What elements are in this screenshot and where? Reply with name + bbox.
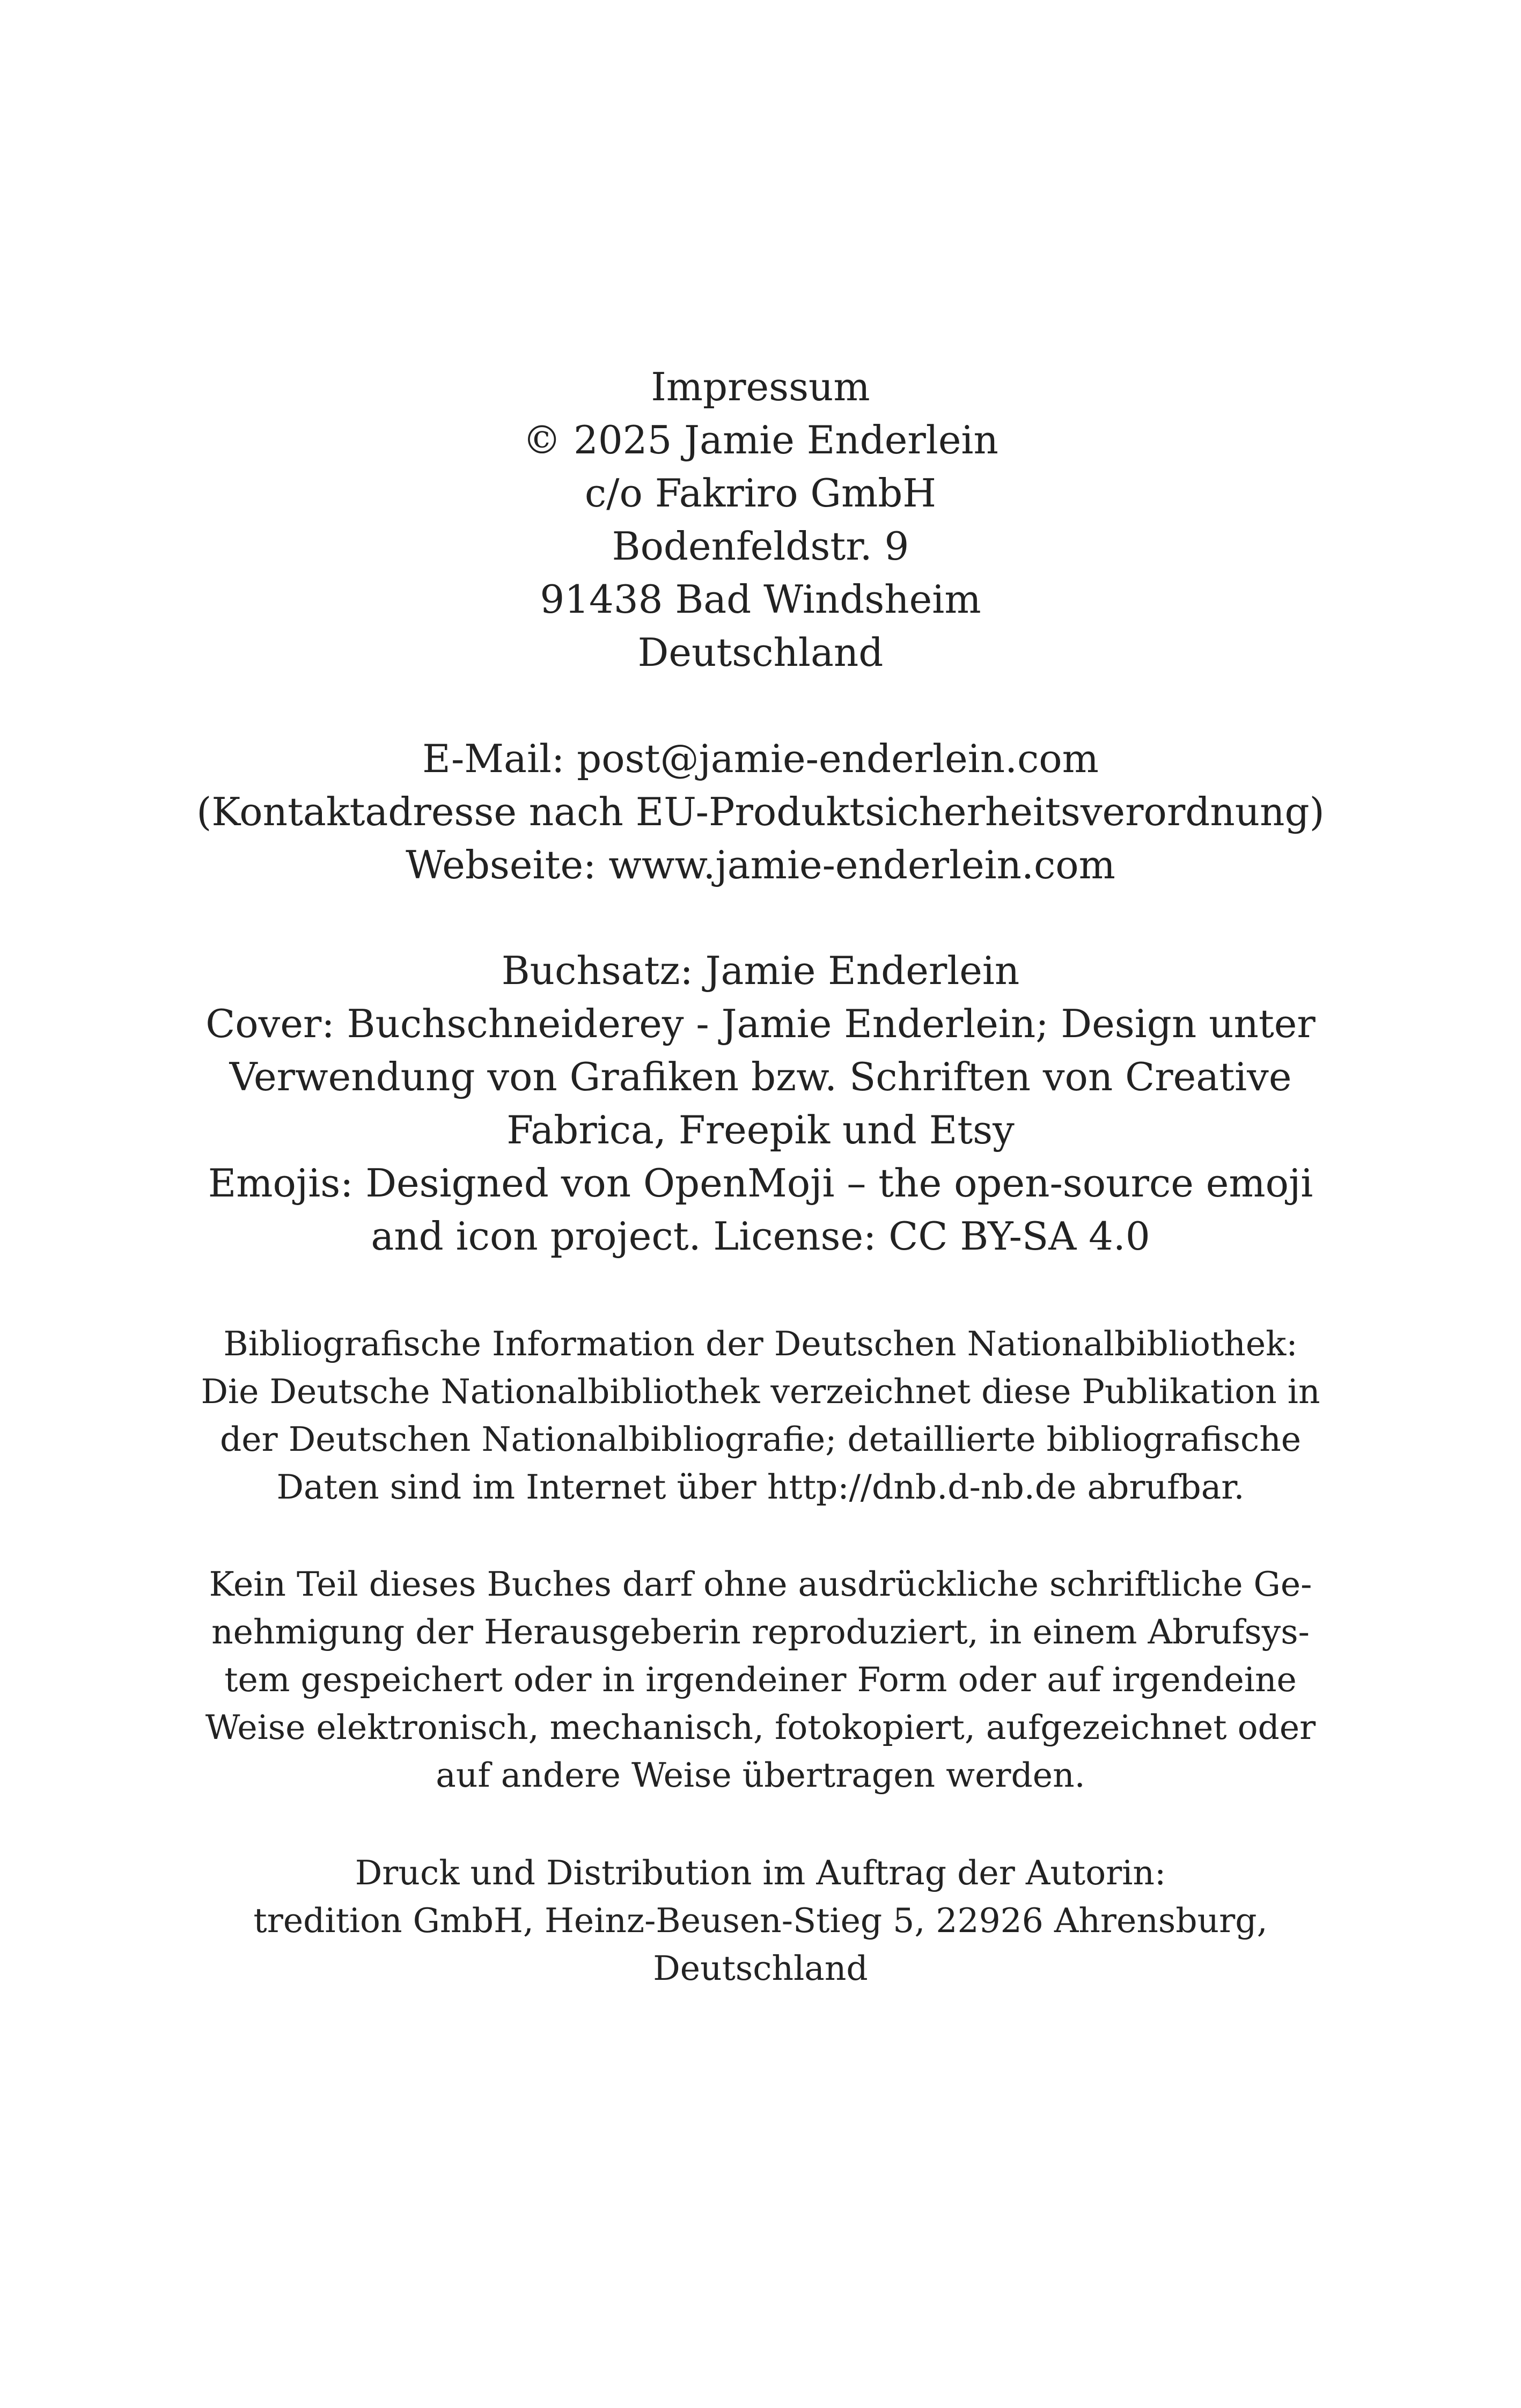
cover-credit-line-2: Verwendung von Grafiken bzw. Schriften von Creative <box>229 1054 1292 1099</box>
bibliographic-line-2: Die Deutsche Nationalbibliothek verzeichnet diese Publikation in <box>201 1372 1320 1411</box>
contact-note: (Kontaktadresse nach EU-Produktsicherheitsverordnung) <box>196 789 1325 834</box>
bibliographic-line-1: Bibliografische Information der Deutschen Nationalbibliothek: <box>223 1324 1298 1363</box>
rights-line-5: auf andere Weise übertragen werden. <box>436 1756 1085 1795</box>
print-line-1: Druck und Distribution im Auftrag der Autorin: <box>355 1853 1166 1892</box>
typesetting-credit: Buchsatz: Jamie Enderlein <box>501 948 1020 993</box>
address-city: 91438 Bad Windsheim <box>540 577 981 622</box>
copyright-line: © 2025 Jamie Enderlein <box>523 417 998 462</box>
print-distribution-block <box>177 1849 1344 1992</box>
credits-block <box>177 944 1344 1263</box>
imprint-heading: Impressum <box>651 364 870 409</box>
rights-notice-block <box>177 1560 1344 1799</box>
emoji-credit-line-2: and icon project. License: CC BY-SA 4.0 <box>371 1214 1150 1259</box>
print-line-3: Deutschland <box>653 1949 868 1988</box>
rights-line-2: nehmigung der Herausgeberin reproduziert, in einem Abrufsys- <box>211 1612 1310 1651</box>
website-line: Webseite: www.jamie-enderlein.com <box>406 842 1115 887</box>
bibliographic-line-4: Daten sind im Internet über http://dnb.d-nb.de abrufbar. <box>276 1467 1245 1507</box>
address-country: Deutschland <box>637 630 884 675</box>
bibliographic-info-block <box>177 1320 1344 1511</box>
print-line-2: tredition GmbH, Heinz-Beusen-Stieg 5, 22926 Ahrensburg, <box>253 1901 1268 1940</box>
email-line: E-Mail: post@jamie-enderlein.com <box>422 736 1099 781</box>
rights-line-1: Kein Teil dieses Buches darf ohne ausdrückliche schriftliche Ge- <box>209 1565 1312 1604</box>
bibliographic-line-3: der Deutschen Nationalbibliografie; detaillierte bibliografische <box>219 1420 1302 1459</box>
rights-line-3: tem gespeichert oder in irgendeiner Form oder auf irgendeine <box>224 1660 1297 1699</box>
cover-credit-line-1: Cover: Buchschneiderey - Jamie Enderlein; Design unter <box>205 1001 1316 1046</box>
imprint-address-block <box>177 361 1344 679</box>
contact-block <box>177 732 1344 892</box>
address-care-of: c/o Fakriro GmbH <box>584 471 937 516</box>
emoji-credit-line-1: Emojis: Designed von OpenMoji – the open-source emoji <box>208 1161 1313 1206</box>
rights-line-4: Weise elektronisch, mechanisch, fotokopiert, aufgezeichnet oder <box>205 1708 1316 1747</box>
cover-credit-line-3: Fabrica, Freepik und Etsy <box>506 1107 1015 1152</box>
address-street: Bodenfeldstr. 9 <box>612 524 909 569</box>
